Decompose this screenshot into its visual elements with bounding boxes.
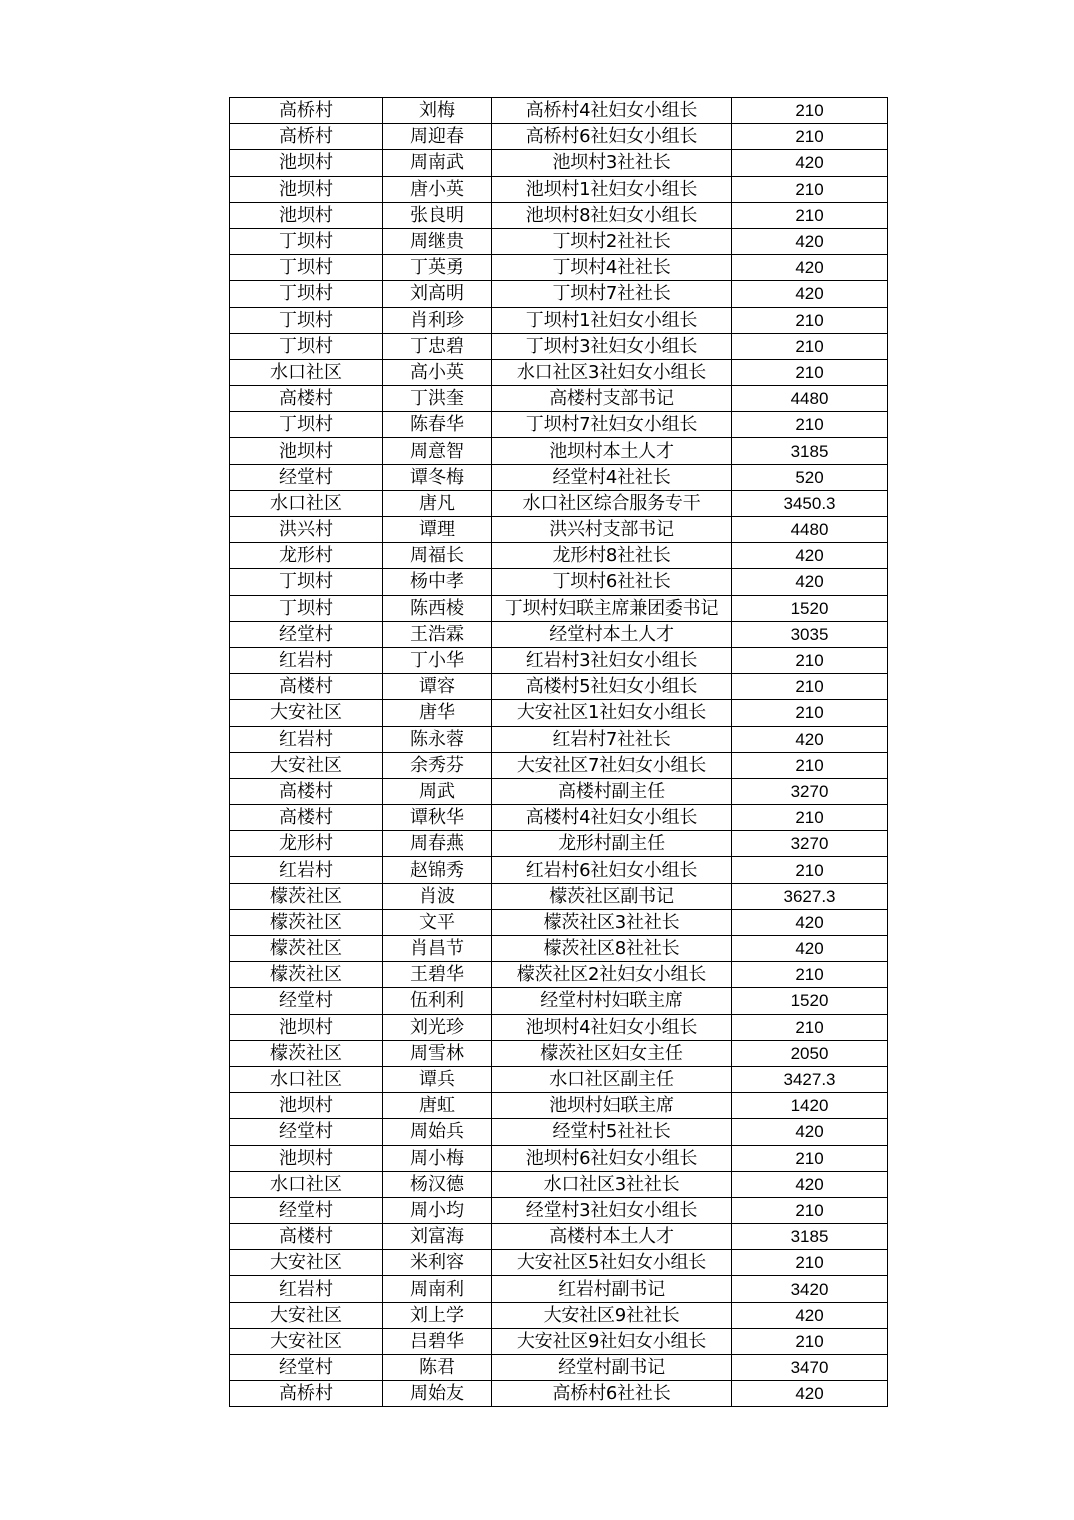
village-cell: 红岩村: [230, 1276, 383, 1302]
village-cell: 经堂村: [230, 1197, 383, 1223]
amount-cell: 1420: [732, 1093, 888, 1119]
village-cell: 檬茨社区: [230, 883, 383, 909]
table-row: [230, 1224, 888, 1250]
amount-cell: 420: [732, 1171, 888, 1197]
position-cell: 水口社区3社社长: [492, 1171, 732, 1197]
table-row: [230, 1145, 888, 1171]
position-cell: 高楼村副主任: [492, 778, 732, 804]
name-cell: 肖利珍: [383, 307, 492, 333]
position-cell: 丁坝村3社妇女小组长: [492, 333, 732, 359]
table-row: [230, 1197, 888, 1223]
table-row: [230, 805, 888, 831]
amount-cell: 210: [732, 98, 888, 124]
village-cell: 檬茨社区: [230, 1040, 383, 1066]
amount-cell: 210: [732, 752, 888, 778]
table-row: [230, 1014, 888, 1040]
position-cell: 檬茨社区妇女主任: [492, 1040, 732, 1066]
table-row: [230, 438, 888, 464]
table-row: [230, 1328, 888, 1354]
position-cell: 丁坝村7社社长: [492, 281, 732, 307]
amount-cell: 210: [732, 333, 888, 359]
amount-cell: 3270: [732, 831, 888, 857]
name-cell: 谭兵: [383, 1066, 492, 1092]
table-row: [230, 464, 888, 490]
amount-cell: 210: [732, 412, 888, 438]
amount-cell: 2050: [732, 1040, 888, 1066]
amount-cell: 1520: [732, 988, 888, 1014]
name-cell: 周迎春: [383, 124, 492, 150]
amount-cell: 210: [732, 124, 888, 150]
name-cell: 唐虹: [383, 1093, 492, 1119]
amount-cell: 210: [732, 307, 888, 333]
table-row: [230, 831, 888, 857]
table-row: [230, 517, 888, 543]
position-cell: 檬茨社区2社妇女小组长: [492, 962, 732, 988]
table-row: [230, 333, 888, 359]
table-row: [230, 490, 888, 516]
position-cell: 水口社区3社妇女小组长: [492, 359, 732, 385]
amount-cell: 420: [732, 726, 888, 752]
position-cell: 丁坝村2社社长: [492, 228, 732, 254]
position-cell: 池坝村4社妇女小组长: [492, 1014, 732, 1040]
village-cell: 经堂村: [230, 464, 383, 490]
table-row: [230, 150, 888, 176]
amount-cell: 210: [732, 202, 888, 228]
position-cell: 经堂村副书记: [492, 1355, 732, 1381]
amount-cell: 210: [732, 1145, 888, 1171]
village-cell: 池坝村: [230, 438, 383, 464]
village-cell: 檬茨社区: [230, 962, 383, 988]
table-row: [230, 595, 888, 621]
name-cell: 周继贵: [383, 228, 492, 254]
village-cell: 高楼村: [230, 778, 383, 804]
amount-cell: 420: [732, 569, 888, 595]
village-cell: 红岩村: [230, 647, 383, 673]
position-cell: 丁坝村4社社长: [492, 255, 732, 281]
amount-cell: 3185: [732, 438, 888, 464]
table-row: [230, 543, 888, 569]
position-cell: 池坝村妇联主席: [492, 1093, 732, 1119]
name-cell: 丁英勇: [383, 255, 492, 281]
table-row: [230, 752, 888, 778]
name-cell: 伍利利: [383, 988, 492, 1014]
position-cell: 经堂村本土人才: [492, 621, 732, 647]
position-cell: 水口社区综合服务专干: [492, 490, 732, 516]
table-row: [230, 124, 888, 150]
name-cell: 陈西棱: [383, 595, 492, 621]
amount-cell: 210: [732, 647, 888, 673]
table-row: [230, 1381, 888, 1407]
position-cell: 大安社区9社社长: [492, 1302, 732, 1328]
amount-cell: 3420: [732, 1276, 888, 1302]
name-cell: 周福长: [383, 543, 492, 569]
amount-cell: 210: [732, 359, 888, 385]
position-cell: 高楼村支部书记: [492, 386, 732, 412]
village-cell: 红岩村: [230, 857, 383, 883]
village-cell: 龙形村: [230, 831, 383, 857]
table-row: [230, 307, 888, 333]
position-cell: 大安社区1社妇女小组长: [492, 700, 732, 726]
name-cell: 周春燕: [383, 831, 492, 857]
position-cell: 红岩村7社社长: [492, 726, 732, 752]
village-cell: 高楼村: [230, 674, 383, 700]
position-cell: 丁坝村妇联主席兼团委书记: [492, 595, 732, 621]
amount-cell: 4480: [732, 517, 888, 543]
position-cell: 经堂村5社社长: [492, 1119, 732, 1145]
amount-cell: 210: [732, 1197, 888, 1223]
village-cell: 高楼村: [230, 1224, 383, 1250]
table-row: [230, 647, 888, 673]
name-cell: 谭冬梅: [383, 464, 492, 490]
amount-cell: 210: [732, 176, 888, 202]
village-cell: 池坝村: [230, 150, 383, 176]
table-row: [230, 569, 888, 595]
name-cell: 张良明: [383, 202, 492, 228]
table-row: [230, 1355, 888, 1381]
village-cell: 高桥村: [230, 98, 383, 124]
village-cell: 丁坝村: [230, 595, 383, 621]
village-cell: 龙形村: [230, 543, 383, 569]
village-cell: 水口社区: [230, 490, 383, 516]
village-cell: 经堂村: [230, 988, 383, 1014]
village-cell: 水口社区: [230, 1171, 383, 1197]
amount-cell: 3470: [732, 1355, 888, 1381]
name-cell: 周始友: [383, 1381, 492, 1407]
table-row: [230, 412, 888, 438]
table-row: [230, 936, 888, 962]
position-cell: 檬茨社区8社社长: [492, 936, 732, 962]
name-cell: 唐华: [383, 700, 492, 726]
position-cell: 池坝村3社社长: [492, 150, 732, 176]
name-cell: 丁洪奎: [383, 386, 492, 412]
name-cell: 文平: [383, 909, 492, 935]
village-cell: 池坝村: [230, 1145, 383, 1171]
table-row: [230, 988, 888, 1014]
amount-cell: 210: [732, 962, 888, 988]
village-cell: 经堂村: [230, 1119, 383, 1145]
table-row: [230, 1250, 888, 1276]
amount-cell: 1520: [732, 595, 888, 621]
name-cell: 肖波: [383, 883, 492, 909]
position-cell: 大安社区7社妇女小组长: [492, 752, 732, 778]
position-cell: 池坝村本土人才: [492, 438, 732, 464]
amount-cell: 420: [732, 543, 888, 569]
position-cell: 高楼村5社妇女小组长: [492, 674, 732, 700]
table-row: [230, 359, 888, 385]
name-cell: 赵锦秀: [383, 857, 492, 883]
name-cell: 陈永蓉: [383, 726, 492, 752]
village-cell: 丁坝村: [230, 307, 383, 333]
village-cell: 高桥村: [230, 124, 383, 150]
data-table: [229, 97, 888, 1407]
table-row: [230, 1040, 888, 1066]
table-row: [230, 621, 888, 647]
position-cell: 池坝村8社妇女小组长: [492, 202, 732, 228]
table-row: [230, 98, 888, 124]
village-cell: 经堂村: [230, 621, 383, 647]
table-row: [230, 386, 888, 412]
name-cell: 唐凡: [383, 490, 492, 516]
amount-cell: 210: [732, 805, 888, 831]
amount-cell: 420: [732, 228, 888, 254]
table-row: [230, 202, 888, 228]
name-cell: 周雪林: [383, 1040, 492, 1066]
name-cell: 杨中孝: [383, 569, 492, 595]
village-cell: 丁坝村: [230, 333, 383, 359]
position-cell: 龙形村8社社长: [492, 543, 732, 569]
table-row: [230, 700, 888, 726]
position-cell: 水口社区副主任: [492, 1066, 732, 1092]
village-cell: 红岩村: [230, 726, 383, 752]
amount-cell: 3270: [732, 778, 888, 804]
amount-cell: 3627.3: [732, 883, 888, 909]
village-cell: 丁坝村: [230, 412, 383, 438]
position-cell: 龙形村副主任: [492, 831, 732, 857]
amount-cell: 3427.3: [732, 1066, 888, 1092]
amount-cell: 420: [732, 255, 888, 281]
village-cell: 池坝村: [230, 176, 383, 202]
name-cell: 周武: [383, 778, 492, 804]
amount-cell: 420: [732, 909, 888, 935]
amount-cell: 420: [732, 1119, 888, 1145]
position-cell: 高桥村6社妇女小组长: [492, 124, 732, 150]
name-cell: 王浩霖: [383, 621, 492, 647]
village-cell: 檬茨社区: [230, 909, 383, 935]
position-cell: 大安社区5社妇女小组长: [492, 1250, 732, 1276]
amount-cell: 210: [732, 1014, 888, 1040]
position-cell: 经堂村村妇联主席: [492, 988, 732, 1014]
village-cell: 檬茨社区: [230, 936, 383, 962]
amount-cell: 3035: [732, 621, 888, 647]
amount-cell: 210: [732, 1328, 888, 1354]
position-cell: 檬茨社区副书记: [492, 883, 732, 909]
name-cell: 周意智: [383, 438, 492, 464]
position-cell: 洪兴村支部书记: [492, 517, 732, 543]
table-row: [230, 674, 888, 700]
name-cell: 吕碧华: [383, 1328, 492, 1354]
village-cell: 丁坝村: [230, 255, 383, 281]
table-row: [230, 281, 888, 307]
name-cell: 刘梅: [383, 98, 492, 124]
village-cell: 丁坝村: [230, 569, 383, 595]
amount-cell: 420: [732, 936, 888, 962]
village-cell: 池坝村: [230, 1014, 383, 1040]
table-row: [230, 255, 888, 281]
position-cell: 高桥村4社妇女小组长: [492, 98, 732, 124]
name-cell: 周小梅: [383, 1145, 492, 1171]
table-row: [230, 1093, 888, 1119]
name-cell: 唐小英: [383, 176, 492, 202]
name-cell: 丁忠碧: [383, 333, 492, 359]
village-cell: 高桥村: [230, 1381, 383, 1407]
table-row: [230, 857, 888, 883]
name-cell: 谭理: [383, 517, 492, 543]
position-cell: 池坝村6社妇女小组长: [492, 1145, 732, 1171]
amount-cell: 420: [732, 150, 888, 176]
name-cell: 周小均: [383, 1197, 492, 1223]
name-cell: 周南利: [383, 1276, 492, 1302]
name-cell: 杨汉德: [383, 1171, 492, 1197]
amount-cell: 420: [732, 281, 888, 307]
amount-cell: 210: [732, 857, 888, 883]
name-cell: 谭容: [383, 674, 492, 700]
position-cell: 檬茨社区3社社长: [492, 909, 732, 935]
table-row: [230, 1066, 888, 1092]
village-cell: 池坝村: [230, 1093, 383, 1119]
name-cell: 陈君: [383, 1355, 492, 1381]
table-row: [230, 1171, 888, 1197]
table-row: [230, 909, 888, 935]
position-cell: 丁坝村7社妇女小组长: [492, 412, 732, 438]
position-cell: 大安社区9社妇女小组长: [492, 1328, 732, 1354]
table-row: [230, 726, 888, 752]
name-cell: 周始兵: [383, 1119, 492, 1145]
position-cell: 丁坝村6社社长: [492, 569, 732, 595]
village-cell: 经堂村: [230, 1355, 383, 1381]
village-cell: 水口社区: [230, 1066, 383, 1092]
table-row: [230, 962, 888, 988]
position-cell: 高楼村本土人才: [492, 1224, 732, 1250]
name-cell: 余秀芬: [383, 752, 492, 778]
village-cell: 大安社区: [230, 752, 383, 778]
amount-cell: 210: [732, 1250, 888, 1276]
table-row: [230, 1119, 888, 1145]
position-cell: 高楼村4社妇女小组长: [492, 805, 732, 831]
name-cell: 刘上学: [383, 1302, 492, 1328]
name-cell: 陈春华: [383, 412, 492, 438]
name-cell: 刘光珍: [383, 1014, 492, 1040]
table-row: [230, 228, 888, 254]
table-row: [230, 1276, 888, 1302]
name-cell: 刘富海: [383, 1224, 492, 1250]
village-cell: 高楼村: [230, 386, 383, 412]
village-cell: 大安社区: [230, 1328, 383, 1354]
table-body: [230, 98, 888, 1407]
name-cell: 谭秋华: [383, 805, 492, 831]
name-cell: 王碧华: [383, 962, 492, 988]
amount-cell: 520: [732, 464, 888, 490]
village-cell: 高楼村: [230, 805, 383, 831]
name-cell: 丁小华: [383, 647, 492, 673]
table-row: [230, 176, 888, 202]
amount-cell: 3185: [732, 1224, 888, 1250]
village-cell: 水口社区: [230, 359, 383, 385]
position-cell: 经堂村4社社长: [492, 464, 732, 490]
amount-cell: 420: [732, 1381, 888, 1407]
village-cell: 丁坝村: [230, 281, 383, 307]
amount-cell: 3450.3: [732, 490, 888, 516]
village-cell: 大安社区: [230, 1302, 383, 1328]
position-cell: 池坝村1社妇女小组长: [492, 176, 732, 202]
name-cell: 米利容: [383, 1250, 492, 1276]
amount-cell: 210: [732, 700, 888, 726]
position-cell: 经堂村3社妇女小组长: [492, 1197, 732, 1223]
table-row: [230, 778, 888, 804]
name-cell: 肖昌节: [383, 936, 492, 962]
name-cell: 刘高明: [383, 281, 492, 307]
position-cell: 红岩村6社妇女小组长: [492, 857, 732, 883]
village-cell: 大安社区: [230, 700, 383, 726]
village-cell: 大安社区: [230, 1250, 383, 1276]
position-cell: 丁坝村1社妇女小组长: [492, 307, 732, 333]
table-row: [230, 1302, 888, 1328]
amount-cell: 4480: [732, 386, 888, 412]
table-row: [230, 883, 888, 909]
position-cell: 红岩村3社妇女小组长: [492, 647, 732, 673]
village-cell: 池坝村: [230, 202, 383, 228]
amount-cell: 420: [732, 1302, 888, 1328]
position-cell: 高桥村6社社长: [492, 1381, 732, 1407]
village-cell: 洪兴村: [230, 517, 383, 543]
name-cell: 高小英: [383, 359, 492, 385]
village-cell: 丁坝村: [230, 228, 383, 254]
position-cell: 红岩村副书记: [492, 1276, 732, 1302]
amount-cell: 210: [732, 674, 888, 700]
name-cell: 周南武: [383, 150, 492, 176]
